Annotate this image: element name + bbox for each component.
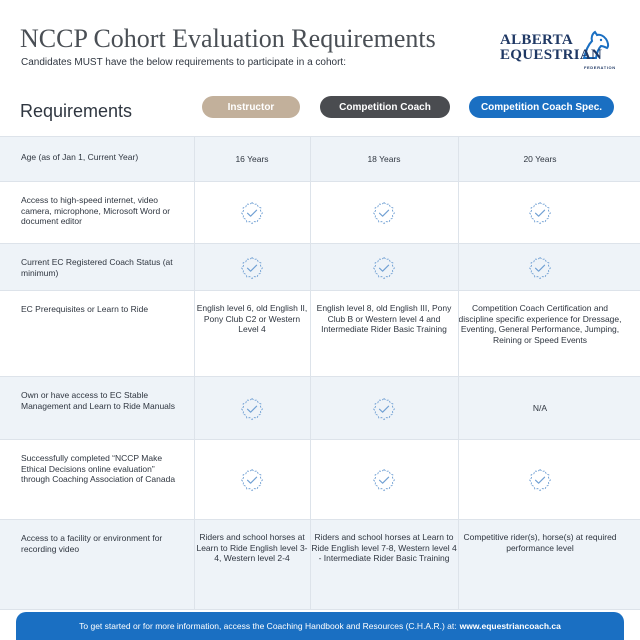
table-bottom-border bbox=[0, 609, 640, 610]
check-badge-icon bbox=[240, 397, 264, 421]
cell-instructor-value: 16 Years bbox=[235, 154, 269, 165]
column-header-instructor: Instructor bbox=[202, 96, 300, 118]
cell-competition-coach-spec-value: Competitive rider(s), horse(s) at required performance level bbox=[463, 532, 617, 553]
cell-instructor-check bbox=[194, 440, 310, 520]
logo-line-1: ALBERTA bbox=[500, 32, 573, 48]
logo-line-3: FEDERATION bbox=[584, 65, 616, 70]
cell-competition-coach-spec-check bbox=[458, 244, 622, 291]
page-subtitle: Candidates MUST have the below requirements to participate in a cohort: bbox=[21, 57, 346, 68]
cell-instructor-value: English level 6, old English II, Pony Club C2 or Western Level 4 bbox=[196, 303, 308, 334]
column-divider bbox=[194, 136, 195, 609]
cell-competition-coach-spec-value: Competition Coach Certification and discipline specific experience for Dressage, Eventing, General Performance, Jumping, Reining or Speed Events bbox=[458, 303, 622, 345]
footer-text: To get started or for more information, access the Coaching Handbook and Resources (C.H.A.R.) at: bbox=[79, 621, 457, 631]
table-row bbox=[0, 243, 640, 291]
requirement-label: Age (as of Jan 1, Current Year) bbox=[21, 152, 139, 162]
cell-instructor-value: Riders and school horses at Learn to Ride English level 3-4, Western level 2-4 bbox=[196, 532, 308, 563]
page-title: NCCP Cohort Evaluation Requirements bbox=[20, 24, 436, 53]
requirement-label: Own or have access to EC Stable Management and Learn to Ride Manuals bbox=[21, 390, 176, 411]
cell-instructor-check bbox=[194, 244, 310, 291]
cell-competition-coach-check bbox=[310, 182, 458, 244]
check-badge-icon bbox=[528, 201, 552, 225]
check-badge-icon bbox=[240, 256, 264, 280]
table-row bbox=[0, 181, 640, 244]
cell-competition-coach-check bbox=[310, 440, 458, 520]
cell-competition-coach-spec-check bbox=[458, 440, 622, 520]
requirement-label: Access to high-speed internet, video camera, microphone, Microsoft Word or document editor bbox=[21, 195, 171, 226]
check-badge-icon bbox=[372, 256, 396, 280]
cell-competition-coach-value: Riders and school horses at Learn to Ride English level 7-8, Western level 4 - Intermediate Rider Basic Training bbox=[311, 532, 457, 563]
cell-competition-coach-check bbox=[310, 244, 458, 291]
table-row bbox=[0, 290, 640, 377]
check-badge-icon bbox=[372, 397, 396, 421]
column-divider bbox=[458, 136, 459, 609]
table-row bbox=[0, 136, 640, 182]
alberta-equestrian-logo bbox=[500, 28, 616, 74]
table-row bbox=[0, 519, 640, 610]
column-divider bbox=[310, 136, 311, 609]
requirement-label: Current EC Registered Coach Status (at minimum) bbox=[21, 257, 173, 278]
check-badge-icon bbox=[372, 201, 396, 225]
check-badge-icon bbox=[372, 468, 396, 492]
cell-competition-coach-check bbox=[310, 377, 458, 440]
footer-banner bbox=[16, 612, 624, 640]
check-badge-icon bbox=[240, 201, 264, 225]
column-header-competition-coach: Competition Coach bbox=[320, 96, 450, 118]
cell-competition-coach-value: 18 Years bbox=[367, 154, 401, 165]
check-badge-icon bbox=[528, 468, 552, 492]
cell-competition-coach-spec-value: 20 Years bbox=[523, 154, 557, 165]
column-header-competition-coach-spec: Competition Coach Spec. bbox=[469, 96, 614, 118]
cell-instructor-check bbox=[194, 182, 310, 244]
table-row bbox=[0, 376, 640, 440]
logo-line-2: EQUESTRIAN bbox=[500, 47, 603, 63]
footer-link[interactable]: www.equestriancoach.ca bbox=[459, 621, 561, 631]
cell-competition-coach-spec-value: N/A bbox=[532, 403, 548, 414]
check-badge-icon bbox=[240, 468, 264, 492]
table-row bbox=[0, 439, 640, 520]
cell-competition-coach-value: English level 8, old English III, Pony Club B or Western level 4 and Intermediate Rider Basic Training bbox=[316, 303, 452, 334]
requirement-label: EC Prerequisites or Learn to Ride bbox=[21, 304, 149, 314]
requirement-label: Successfully completed “NCCP Make Ethical Decisions online evaluation” through Coaching Association of Canada bbox=[21, 453, 176, 484]
cell-instructor-check bbox=[194, 377, 310, 440]
cell-competition-coach-spec-check bbox=[458, 182, 622, 244]
requirement-label: Access to a facility or environment for recording video bbox=[21, 533, 163, 554]
requirements-heading: Requirements bbox=[20, 101, 133, 121]
check-badge-icon bbox=[528, 256, 552, 280]
